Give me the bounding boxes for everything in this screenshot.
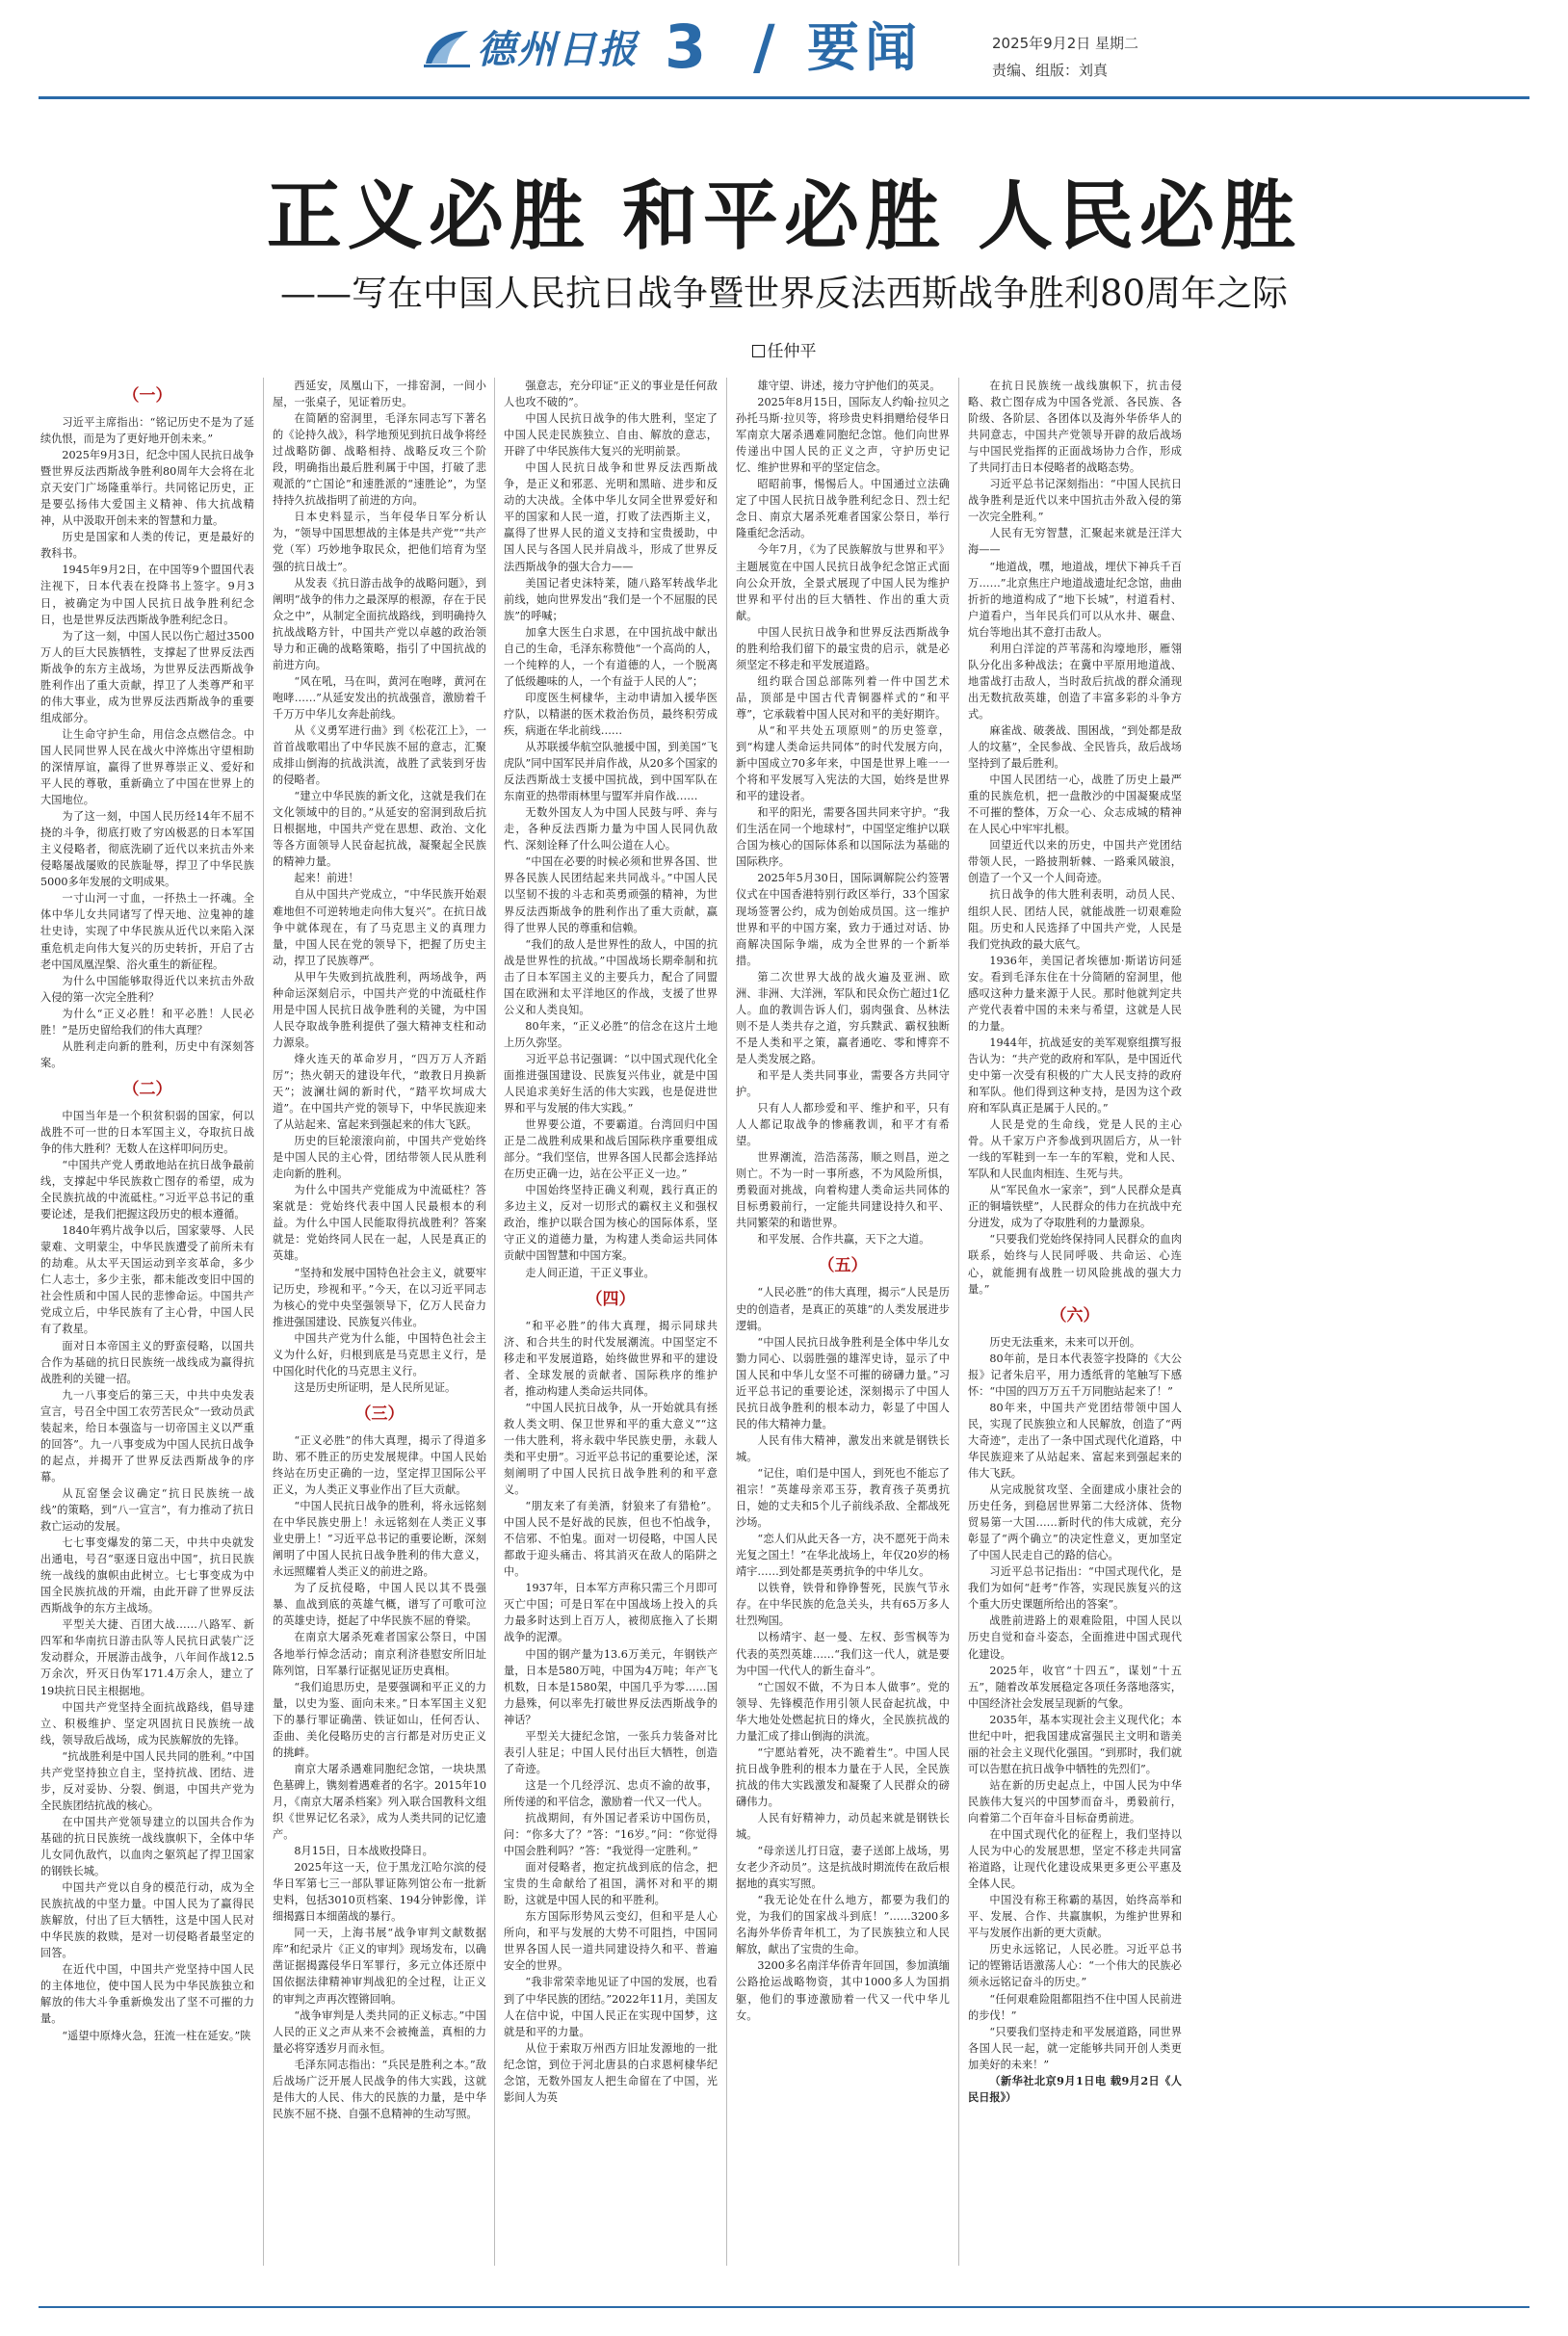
paragraph: 历史永远铭记，人民必胜。习近平总书记的铿锵话语激荡人心：“一个伟大的民族必须永远铭记奋斗的历史。” [968, 1943, 1182, 1989]
paragraph: 烽火连天的革命岁月，“四万万人齐蹈厉”；热火朝天的建设年代，“敢教日月换新天”；波澜壮阔的新时代，“踏平坎坷成大道”。在中国共产党的领导下，中华民族迎来了从站起来、富起来到强起来的伟大飞跃。 [273, 1052, 486, 1132]
column-divider [726, 378, 727, 2266]
byline [0, 337, 1568, 361]
paragraph: “记住，咱们是中国人，到死也不能忘了祖宗！”英雄母亲邓玉芬，教育孩子英勇抗日，她的丈夫和5个儿子前线杀敌、全都战死沙场。 [736, 1467, 950, 1530]
paragraph: “抗战胜利是中国人民共同的胜利。”中国共产党坚持独立自主，坚持抗战、团结、进步，反对妥协、分裂、倒退，中国共产党为全民族团结抗战的核心。 [40, 1749, 254, 1812]
paragraph: “坚持和发展中国特色社会主义，就要牢记历史，珍视和平。”今天，在以习近平同志为核心的党中央坚强领导下，亿万人民奋力推进强国建设、民族复兴伟业。 [273, 1266, 486, 1328]
masthead-rule [39, 96, 1529, 99]
paragraph: 战胜前进路上的艰难险阻，中国人民以历史自觉和奋斗姿态，全面推进中国式现代化建设。 [968, 1614, 1182, 1661]
paragraph: 强意志，充分印证“正义的事业是任何敌人也攻不破的”。 [504, 380, 718, 409]
paragraph: 抗战期间，有外国记者采访中国伤员，问：“你多大了？”答：“16岁。”问：“你觉得中国会胜利吗？”答：“我觉得一定胜利。” [504, 1811, 718, 1858]
paragraph: 2025年5月30日，国际调解院公约签署仪式在中国香港特别行政区举行，33个国家现场签署公约，成为创始成员国。这一维护世界和平的中国方案，致力于通过对话、协商解决国际争端，成为全世界的一个新举措。 [736, 872, 950, 967]
paragraph: 东方国际形势风云变幻，但和平是人心所向，和平与发展的大势不可阻挡，中国同世界各国人民一道共同建设持久和平、普遍安全的世界。 [504, 1910, 718, 1973]
paragraph: 以铁脊，铁骨和铮铮誓死，民族气节永存。在中华民族的危急关头，共有65万多人壮烈殉国。 [736, 1582, 950, 1628]
paragraph: 麻雀战、破袭战、围困战，“到处都是敌人的坟墓”，全民参战、全民皆兵，敌后战场坚持到了最后胜利。 [968, 723, 1182, 771]
paragraph: 从甲午失败到抗战胜利，两场战争，两种命运深刻启示，中国共产党的中流砥柱作用是中国人民抗日战争胜利的关键，为中国人民夺取战争胜利提供了强大精神支柱和动力源泉。 [273, 970, 486, 1049]
paragraph: 80年前，是日本代表签字投降的《大公报》记者朱启平，用力透纸背的笔触写下感怀：“中国的四万万五千万同胞站起来了！” [968, 1352, 1182, 1398]
paragraph: 西延安，凤凰山下，一排窑洞，一间小屋，一张桌子，见证着历史。 [273, 380, 486, 409]
paragraph: 毛泽东同志指出：“兵民是胜利之本。”敌后战场广泛开展人民战争的伟大实践，这就是伟大的人民、伟大的民族的力量，是中华民族不屈不挠、自强不息精神的生动写照。 [273, 2058, 486, 2120]
section-heading: （二） [122, 1079, 172, 1099]
paragraph: “战争审判是人类共同的正义标志。”中国人民的正义之声从来不会被掩盖，真相的力量必将穿透岁月而永恒。 [273, 2008, 486, 2055]
masthead [0, 0, 1568, 96]
section-heading: （三） [354, 1404, 405, 1424]
paragraph: “中国人民抗日战争的胜利，将永远铭刻在中华民族史册上！永远铭刻在人类正义事业史册上！”习近平总书记的重要论断，深刻阐明了中国人民抗日战争胜利的伟大意义，永远照耀着人类正义的前进之路。 [273, 1500, 486, 1579]
paragraph: “中国在必要的时候必须和世界各国、世界各民族人民团结起来共同战斗。”中国人民以坚韧不拔的斗志和英勇顽强的精神，为世界反法西斯战争的胜利作出了重大贡献，赢得了世界人民的尊重和信赖。 [504, 855, 718, 934]
column-divider [958, 378, 959, 2266]
paragraph: 雄守望、讲述，接力守护他们的英灵。 [757, 380, 941, 392]
paragraph: 同一天，上海书展“战争审判文献数据库”和纪录片《正义的审判》现场发布，以确凿证据揭露侵华日军罪行，多元立体还原中国依据法律精神审判战犯的全过程，让正义的审判之声再次铿锵回响。 [273, 1927, 486, 2006]
paragraph: 2025年8月15日，国际友人约翰·拉贝之孙托马斯·拉贝等，将珍贵史料捐赠给侵华日军南京大屠杀遇难同胞纪念馆。他们向世界传递出中国人民的正义之声，守护历史记忆、维护世界和平的坚定信念。 [736, 396, 950, 475]
paragraph: “中国共产党人勇敢地站在抗日战争最前线，支撑起中华民族救亡图存的希望，成为全民族抗战的中流砥柱。”习近平总书记的重要论述，是我们把握这段历史的根本遵循。 [40, 1159, 254, 1221]
paragraph: 第二次世界大战的战火遍及亚洲、欧洲、非洲、大洋洲，军队和民众伤亡超过1亿人。血的教训告诉人们，弱肉强食、丛林法则不是人类共存之道，穷兵黩武、霸权独断不是人类和平之策，赢者通吃、零和博弈不是人类发展之路。 [736, 970, 950, 1065]
article-subhead: ——写在中国人民抗日战争暨世界反法西斯战争胜利80周年之际 [279, 273, 1289, 314]
paragraph: 从位于索取万州西方旧址发源地的一批纪念馆，到位于河北唐县的白求恩柯棣华纪念馆，无数外国友人把生命留在了中国，光影间人为英 [504, 2041, 718, 2104]
paragraph: “我们的敌人是世界性的敌人，中国的抗战是世界性的抗战。”中国战场长期牵制和抗击了日本军国主义的主要兵力，配合了同盟国在欧洲和太平洋地区的作战，支援了世界公义和人类良知。 [504, 937, 718, 1016]
paragraph: （新华社北京9月1日电 载9月2日《人民日报》） [968, 2073, 1182, 2104]
paragraph: 1937年，日本军方声称只需三个月即可灭亡中国；可是日军在中国战场上投入的兵力最多时达到上百万人，被彻底拖入了长期战争的泥潭。 [504, 1582, 718, 1644]
paragraph: 在南京大屠杀死难者国家公祭日，中国各地举行悼念活动；南京利济巷慰安所旧址陈列馆，日军暴行证据见证历史真相。 [273, 1631, 486, 1677]
paragraph: “我非常荣幸地见证了中国的发展，也看到了中华民族的团结。”2022年11月，美国友人在信中说，中国人民正在实现中国梦，这就是和平的力量。 [504, 1976, 718, 2038]
paragraph: “人民必胜”的伟大真理，揭示“人民是历史的创造者，是真正的英雄”的人类发展进步逻辑。 [736, 1286, 950, 1332]
dezhou-daily-logo-icon [422, 27, 472, 69]
paragraph: 中国共产党为什么能，中国特色社会主义为什么好，归根到底是马克思主义行，是中国化时代化的马克思主义行。 [273, 1331, 486, 1378]
paragraph: 七七事变爆发的第二天，中共中央就发出通电，号召“驱逐日寇出中国”，抗日民族统一战线的旗帜由此树立。七七事变成为中国全民族抗战的开端，由此开辟了世界反法西斯战争的东方主战场。 [40, 1536, 254, 1615]
paragraph: 为什么中国共产党能成为中流砥柱？答案就是：党始终代表中国人民最根本的利益。为什么中国人民能取得抗战胜利？答案就是：党始终同人民在一起，人民是真正的英雄。 [273, 1184, 486, 1263]
paragraph: 面对侵略者，抱定抗战到底的信念，把宝贵的生命献给了祖国，满怀对和平的期盼，这就是中国人民的和平胜利。 [504, 1861, 718, 1907]
paragraph: 为了反抗侵略，中国人民以其不畏强暴、血战到底的英雄气概，谱写了可歌可泣的英雄史诗，挺起了中华民族不屈的脊梁。 [273, 1582, 486, 1628]
article-headline: 正义必胜 和平必胜 人民必胜 [266, 173, 1302, 260]
paragraph: 从苏联援华航空队驰援中国，到美国“飞虎队”同中国军民并肩作战，从20多个国家的反法西斯战士支援中国抗战，到中国军队在东南亚的热带雨林里与盟军并肩作战…… [504, 741, 718, 803]
paragraph: 习近平总书记指出：“中国式现代化，是我们为如何“赶考”作答，实现民族复兴的这个重大历史课题所给出的答案”。 [968, 1565, 1182, 1612]
paragraph: 为什么中国能够取得近代以来抗击外敌入侵的第一次完全胜利？ [40, 974, 254, 1004]
paragraph: 只有人人都珍爱和平、维护和平，只有人人都记取战争的惨痛教训，和平才有希望。 [736, 1102, 950, 1148]
paragraph: 抗日战争的伟大胜利表明，动员人民、组织人民、团结人民，就能战胜一切艰难险阻。历史和人民选择了中国共产党，人民是我们党执政的最大底气。 [968, 888, 1182, 951]
paragraph: 中国人民团结一心，战胜了历史上最严重的民族危机，把一盘散沙的中国凝聚成坚不可摧的整体，万众一心、众志成城的精神在人民心中牢牢扎根。 [968, 774, 1182, 836]
paragraph: 中国始终坚持正确义利观，践行真正的多边主义，反对一切形式的霸权主义和强权政治，维护以联合国为核心的国际体系，坚守正义的道德力量，为构建人类命运共同体贡献中国智慧和中国方案。 [504, 1184, 718, 1263]
paragraph: 无数外国友人为中国人民鼓与呼、奔与走，各种反法西斯力量为中国人民同仇敌忾、深刻诠释了什么叫公道在人心。 [504, 806, 718, 853]
paragraph: 中国没有称王称霸的基因，始终高举和平、发展、合作、共赢旗帜，为维护世界和平与发展作出新的更大贡献。 [968, 1894, 1182, 1940]
section-name: 要闻 [807, 17, 923, 78]
paragraph: 起来！前进！ [294, 872, 359, 885]
paragraph: 2025年这一天，位于黑龙江哈尔滨的侵华日军第七三一部队罪证陈列馆公布一批新史料，包括3010页档案、194分钟影像，详细揭露日本细菌战的暴行。 [273, 1861, 486, 1924]
article-column-1 [40, 378, 254, 2044]
paragraph: 南京大屠杀遇难同胞纪念馆，一块块黑色墓碑上，镌刻着遇难者的名字。2015年10月，《南京大屠杀档案》列入联合国教科文组织《世界记忆名录》，成为人类共同的记忆遗产。 [273, 1762, 486, 1842]
paragraph: 这是历史所证明，是人民所见证。 [294, 1380, 457, 1394]
column-divider [263, 378, 264, 2266]
paragraph: “亡国奴不做，不为日本人做事”。党的领导、先锋模范作用引领人民奋起抗战，中华大地处处燃起抗日的烽火，全民族抗战的力量汇成了排山倒海的洪流。 [736, 1680, 950, 1743]
paragraph: 8月15日，日本战败投降日。 [294, 1845, 433, 1858]
paragraph: 日本史料显示，当年侵华日军分析认为，“领导中国思想战的主体是共产党”“共产党（军）巧妙地争取民众，把他们培育为坚强的抗日战士”。 [273, 511, 486, 573]
paragraph: “中国人民抗日战争胜利是全体中华儿女勠力同心、以弱胜强的雄浑史诗，显示了中国人民和中华儿女坚不可摧的磅礴力量。”习近平总书记的重要论述，深刻揭示了中国人民抗日战争胜利的根本动力，彰显了中国人民的伟大精神力量。 [736, 1335, 950, 1430]
paragraph: 今年7月，《为了民族解放与世界和平》主题展览在中国人民抗日战争纪念馆正式面向公众开放，全景式展现了中国人民为维护世界和平付出的巨大牺牲、作出的重大贡献。 [736, 543, 950, 622]
paragraph: 1945年9月2日，在中国等9个盟国代表注视下，日本代表在投降书上签字。9月3日，被确定为中国人民抗日战争胜利纪念日，也是世界反法西斯战争胜利纪念日。 [40, 564, 254, 626]
section-heading: （一） [122, 386, 172, 406]
article-column-3 [504, 378, 718, 2106]
paragraph: 面对日本帝国主义的野蛮侵略，以国共合作为基础的抗日民族统一战线成为赢得抗战胜利的关键一招。 [40, 1339, 254, 1385]
paragraph: 为什么“正义必胜！和平必胜！人民必胜！”是历史留给我们的伟大真理？ [40, 1007, 254, 1037]
paragraph: “和平必胜”的伟大真理，揭示同球共济、和合共生的时代发展潮流。中国坚定不移走和平发展道路，始终做世界和平的建设者、全球发展的贡献者、国际秩序的维护者，推动构建人类命运共同体。 [504, 1319, 718, 1398]
paragraph: 习近平主席指出：“铭记历史不是为了延续仇恨，而是为了更好地开创未来。” [40, 416, 254, 446]
section-heading: （五） [818, 1256, 868, 1276]
paragraph: 从“和平共处五项原则”的历史签章，到“构建人类命运共同体”的时代发展方向，新中国成立70多年来，中国是世界上唯一一个将和平发展写入宪法的大国，始终是世界和平的建设者。 [736, 723, 950, 803]
article-column-2 [273, 378, 486, 2122]
issue-date: 2025年9月2日 星期二 [992, 35, 1139, 52]
paragraph: 习近平总书记强调：“以中国式现代化全面推进强国建设、民族复兴伟业，就是中国人民追求美好生活的伟大实践，也是促进世界和平与发展的伟大实践。” [504, 1052, 718, 1116]
paragraph: “母亲送儿打日寇，妻子送郎上战场，男女老少齐动员”。这是抗战时期流传在敌后根据地的真实写照。 [736, 1845, 950, 1891]
paragraph: 在近代中国，中国共产党坚持中国人民的主体地位，使中国人民为中华民族独立和解放的伟大斗争重新焕发出了坚不可摧的力量。 [40, 1963, 254, 2026]
paragraph: 平型关大捷、百团大战……八路军、新四军和华南抗日游击队等人民抗日武装广泛发动群众，开展游击战争，八年间作战12.5万余次，歼灭日伪军171.4万余人，建立了19块抗日民主根据地。 [40, 1618, 254, 1697]
paragraph: 平型关大捷纪念馆，一张兵力装备对比表引人驻足；中国人民付出巨大牺牲，创造了奇迹。 [504, 1729, 718, 1775]
paragraph: 人民有伟大精神，激发出来就是钢铁长城。 [736, 1433, 950, 1463]
paragraph: 为了这一刻，中国人民以伤亡超过3500万人的巨大民族牺牲，支撑起了世界反法西斯战争的东方主战场，为世界反法西斯战争胜利作出了重大贡献，捍卫了人类尊严和平的伟大事业，成为世界反法西斯战争的重要组成部分。 [40, 629, 254, 724]
paragraph: “朋友来了有美酒，豺狼来了有猎枪”。中国人民不是好战的民族，但也不怕战争，不信邪、不怕鬼。面对一切侵略，中国人民都敢于迎头痛击、将其消灭在敌人的陷阱之中。 [504, 1500, 718, 1579]
paragraph: 美国记者史沫特莱，随八路军转战华北前线，她向世界发出“我们是一个不屈服的民族”的呼喊； [504, 576, 718, 622]
paragraph: 2025年，收官“十四五”，谋划“十五五”，随着改革发展稳定各项任务落地落实，中国经济社会发展呈现新的气象。 [968, 1664, 1182, 1710]
paragraph: 世界要公道，不要霸道。台湾回归中国正是二战胜利成果和战后国际秩序重要组成部分。“我们坚信，世界各国人民都会选择站在历史正确一边，站在公平正义一边。” [504, 1118, 718, 1181]
paragraph: 在简陋的窑洞里，毛泽东同志写下著名的《论持久战》，科学地预见到抗日战争将经过战略防御、战略相持、战略反攻三个阶段，明确指出最后胜利属于中国，打破了悲观派的“亡国论”和速胜派的“速胜论”，为坚持持久抗战指明了前进的方向。 [273, 412, 486, 508]
paragraph: 和平是人类共同事业，需要各方共同守护。 [736, 1068, 950, 1099]
paragraph: 从胜利走向新的胜利，历史中有深刻答案。 [40, 1039, 254, 1069]
paragraph: 人民有好精神力，动员起来就是钢铁长城。 [736, 1811, 950, 1842]
paragraph: “风在吼，马在叫，黄河在咆哮，黄河在咆哮……”从延安发出的抗战强音，激励着千千万万中华儿女奔赴前线。 [273, 674, 486, 721]
paragraph: 从完成脱贫攻坚、全面建成小康社会的历史任务，到稳居世界第二大经济体、货物贸易第一大国……新时代的伟大成就，充分彰显了“两个确立”的决定性意义，更加坚定了中国人民走自己的路的信心。 [968, 1483, 1182, 1562]
page-slash: / [753, 12, 775, 82]
paragraph: 印度医生柯棣华，主动申请加入援华医疗队，以精湛的医术救治伤员，最终积劳成疾，病逝在华北前线…… [504, 691, 718, 737]
paragraph: “我们追思历史，是要强调和平正义的力量，以史为鉴、面向未来。”日本军国主义犯下的暴行罪证确凿、铁证如山，任何否认、歪曲、美化侵略历史的言行都是对历史正义的挑衅。 [273, 1680, 486, 1759]
paragraph: 中国人民抗日战争和世界反法西斯战争，是正义和邪恶、光明和黑暗、进步和反动的大决战。全体中华儿女同全世界爱好和平的国家和人民一道，打败了法西斯主义，赢得了世界人民的道义支持和宝贵援助，中国人民与各国人民并肩战斗，形成了世界反法西斯战争的强大合力—— [504, 461, 718, 573]
paragraph: “宁愿站着死，决不跪着生”。中国人民抗日战争胜利的根本力量在于人民，全民族抗战的伟大实践激发和凝聚了人民群众的磅礴伟力。 [736, 1745, 950, 1808]
paragraph: 昭昭前事，惕惕后人。中国通过立法确定了中国人民抗日战争胜利纪念日、烈士纪念日、南京大屠杀死难者国家公祭日，举行隆重纪念活动。 [736, 478, 950, 540]
paragraph: “中国人民抗日战争，从一开始就具有拯救人类文明、保卫世界和平的重大意义”“这一伟大胜利，将永载中华民族史册，永载人类和平史册”。习近平总书记的重要论述，深刻阐明了中国人民抗日战争胜利的和平意义。 [504, 1401, 718, 1497]
paragraph: 中国共产党以自身的模范行动，成为全民族抗战的中坚力量。中国人民为了赢得民族解放，付出了巨大牺牲，这是中国人民对中华民族的救赎，是对一切侵略者最坚定的回答。 [40, 1881, 254, 1960]
paragraph: 中国当年是一个积贫积弱的国家，何以战胜不可一世的日本军国主义，夺取抗日战争的伟大胜利？无数人在这样叩问历史。 [40, 1109, 254, 1155]
paragraph: 1936年，美国记者埃德加·斯诺访问延安。看到毛泽东住在十分简陋的窑洞里，他感叹这种力量来源于人民。那时他就判定共产党代表着中国的未来与希望，这就是人民的力量。 [968, 954, 1182, 1033]
paragraph: 在中国式现代化的征程上，我们坚持以人民为中心的发展思想，坚定不移走共同富裕道路，让现代化建设成果更多更公平惠及全体人民。 [968, 1828, 1182, 1891]
paragraph: 从“军民鱼水一家亲”，到“人民群众是真正的铜墙铁壁”，人民群众的伟力在抗战中充分迸发，成为了夺取胜利的力量源泉。 [968, 1184, 1182, 1230]
paragraph: 1840年鸦片战争以后，国家蒙辱、人民蒙难、文明蒙尘，中华民族遭受了前所未有的劫难。从太平天国运动到辛亥革命，多少仁人志士，多少主张，都未能改变旧中国的社会性质和中国人民的悲惨命运。中国共产党成立后，中华民族有了主心骨，中国人民有了救星。 [40, 1224, 254, 1336]
paper-name: 德州日报 [477, 28, 639, 72]
byline-author: 任仲平 [767, 342, 817, 361]
paragraph: 中国人民抗日战争和世界反法西斯战争的胜利给我们留下的最宝贵的启示，就是必须坚定不移走和平发展道路。 [736, 625, 950, 671]
paragraph: 利用白洋淀的芦苇荡和沟壕地形，雁翎队分化出多种战法；在冀中平原用地道战、地雷战打击敌人，当时敌后抗战的群众涌现出无数抗敌英雄，创造了丰富多彩的斗争方式。 [968, 642, 1182, 721]
paragraph: “地道战，嘿，地道战，埋伏下神兵千百万……”北京焦庄户地道战遗址纪念馆，曲曲折折的地道构成了“地下长城”，村道看村、户道看户，当年民兵们可以从水井、碾盘、炕台等地出其不意打击敌人。 [968, 560, 1182, 639]
paragraph: 这是一个几经浮沉、忠贞不渝的故事，所传递的和平信念，激励着一代又一代人。 [504, 1778, 718, 1808]
article-column-4 [736, 378, 950, 2024]
section-heading: （四） [586, 1289, 636, 1309]
paragraph: 为了这一刻，中国人民历经14年不屈不挠的斗争，彻底打败了穷凶极恶的日本军国主义侵略者，彻底洗刷了近代以来抗击外来侵略屡战屡败的民族耻辱，捍卫了中华民族5000多年发展的文明成果。 [40, 810, 254, 889]
paragraph: 1944年，抗战延安的美军观察组撰写报告认为：“共产党的政府和军队，是中国近代史中第一次受有积极的广大人民支持的政府和军队。他们得到这种支持，是因为这个政府和军队真正是属于人民的。” [968, 1036, 1182, 1116]
paragraph: 从《义勇军进行曲》到《松花江上》，一首首战歌唱出了中华民族不屈的意志，汇聚成排山倒海的抗战洪流，战胜了武装到牙齿的侵略者。 [273, 723, 486, 787]
section-heading: （六） [1050, 1305, 1100, 1325]
paragraph: 让生命守护生命，用信念点燃信念。中国人民同世界人民在战火中淬炼出守望相助的深情厚谊，赢得了世界尊崇正义、爱好和平人民的尊敬，重新确立了中国在世界上的大国地位。 [40, 727, 254, 807]
paragraph: “任何艰难险阻都阻挡不住中国人民前进的步伐！” [968, 1992, 1182, 2022]
paragraph: 回望近代以来的历史，中国共产党团结带领人民，一路披荆斩棘、一路乘风破浪，创造了一个又一个人间奇迹。 [968, 839, 1182, 885]
paragraph: 中国共产党坚持全面抗战路线，倡导建立、积极维护、坚定巩固抗日民族统一战线，领导敌后战场，成为民族解放的先锋。 [40, 1700, 254, 1746]
paragraph: 历史的巨轮滚滚向前，中国共产党始终是中国人民的主心骨，团结带领人民从胜利走向新的胜利。 [273, 1135, 486, 1181]
paragraph: 2035年，基本实现社会主义现代化；本世纪中叶，把我国建成富强民主文明和谐美丽的社会主义现代化强国。“到那时，我们就可以告慰在抗日战争中牺牲的先烈们”。 [968, 1713, 1182, 1775]
paragraph: 一寸山河一寸血，一抔热土一抔魂。全体中华儿女共同诸写了悍天地、泣鬼神的雄壮史诗，实现了中华民族从近代以来陷入深重危机走向伟大复兴的历史转折，开启了古老中国凤凰涅槃、浴火重生的新征程。 [40, 892, 254, 971]
paragraph: 80年来，“正义必胜”的信念在这片土地上历久弥坚。 [504, 1019, 718, 1049]
paragraph: 和平的阳光，需要各国共同来守护。“我们生活在同一个地球村”，中国坚定维护以联合国为核心的国际体系和以国际法为基础的国际秩序。 [736, 806, 950, 869]
page-number: 3 [665, 12, 707, 82]
paragraph: 自从中国共产党成立，“中华民族开始艰难地但不可逆转地走向伟大复兴”。在抗日战争中就体现在，有了马克思主义的真理力量，中国人民在党的领导下，把握了历史主动，捍卫了民族尊严。 [273, 888, 486, 967]
paragraph: “遥望中原烽火急，狂流一柱在延安。”陕 [62, 2029, 251, 2042]
paragraph: 从瓦窑堡会议确定“抗日民族统一战线”的策略，到“八一宣言”，有力推动了抗日救亡运动的发展。 [40, 1486, 254, 1534]
paragraph: 人民是党的生命线，党是人民的主心骨。从千家万户齐参战到巩固后方，从一针一线的军鞋到一车一车的军粮，党和人民、军队和人民血肉相连、生死与共。 [968, 1118, 1182, 1181]
editor-credit: 责编、组版：刘真 [992, 62, 1109, 79]
paragraph: 在抗日民族统一战线旗帜下，抗击侵略、救亡图存成为中国各党派、各民族、各阶级、各阶层、各团体以及海外华侨华人的共同意志，中国共产党领导开辟的敌后战场与中国民党指挥的正面战场协力合作，形成了共同打击日本侵略者的战略态势。 [968, 380, 1182, 475]
paragraph: “恋人们从此天各一方，决不愿死于尚未光复之国土！”在华北战场上，年仅20岁的杨靖宇……到处都是英勇抗争的中华儿女。 [736, 1533, 950, 1579]
paragraph: “建立中华民族的新文化，这就是我们在文化领域中的目的。”从延安的窑洞到敌后抗日根据地，中国共产党在思想、政治、文化等各方面领导人民奋起抗战，凝聚起全民族的精神力量。 [273, 790, 486, 869]
paragraph: 纽约联合国总部陈列着一件中国艺术品，顶部是中国古代青铜器样式的“和平尊”，它承载着中国人民对和平的美好期许。 [736, 674, 950, 721]
paragraph: 中国人民抗日战争的伟大胜利，坚定了中国人民走民族独立、自由、解放的意志，开辟了中华民族伟大复兴的光明前景。 [504, 412, 718, 459]
paragraph: 走人间正道，干正义事业。 [525, 1266, 655, 1279]
paragraph: 加拿大医生白求恩，在中国抗战中献出自己的生命，毛泽东称赞他“一个高尚的人，一个纯粹的人，一个有道德的人，一个脱离了低级趣味的人，一个有益于人民的人”； [504, 625, 718, 688]
paragraph: 历史无法重来，未来可以开创。 [989, 1335, 1141, 1349]
paragraph: 在中国共产党领导建立的以国共合作为基础的抗日民族统一战线旗帜下，全体中华儿女同仇敌忾，以血肉之躯筑起了捍卫国家的钢铁长城。 [40, 1815, 254, 1878]
paragraph: 从发表《抗日游击战争的战略问题》，到阐明“战争的伟力之最深厚的根源，存在于民众之中”，从制定全面抗战路线，到明确持久抗战战略方针，中国共产党以卓越的政治领导力和正确的战略策略，指引了中国抗战的前进方向。 [273, 576, 486, 671]
paragraph: 站在新的历史起点上，中国人民为中华民族伟大复兴的中国梦而奋斗，勇毅前行，向着第二个百年奋斗目标奋勇前进。 [968, 1778, 1182, 1824]
paragraph: 中国的钢产量为13.6万美元，年钢铁产量，日本是580万吨，中国为4万吨；年产飞机数，日本是1580架，中国几乎为零……国力悬殊，何以率先打破世界反法西斯战争的神话？ [504, 1647, 718, 1726]
paragraph: 世界潮流，浩浩荡荡，顺之则昌，逆之则亡。不为一时一事所惑，不为风险所惧，勇毅面对挑战，向着构建人类命运共同体的目标勇毅前行，一定能共同建设持久和平、共同繁荣的和谐世界。 [736, 1151, 950, 1230]
article-column-5 [968, 378, 1182, 2106]
paragraph: 人民有无穷智慧，汇聚起来就是汪洋大海—— [968, 527, 1182, 557]
paragraph: 80年来，中国共产党团结带领中国人民，实现了民族独立和人民解放，创造了“两大奇迹”，走出了一条中国式现代化道路，中华民族迎来了从站起来、富起来到强起来的伟大飞跃。 [968, 1401, 1182, 1480]
column-divider [494, 378, 495, 2266]
paragraph: 以杨靖宇、赵一曼、左权、彭雪枫等为代表的英烈英雄……“我们这一代人，就是要为中国一代代人的新生奋斗”。 [736, 1631, 950, 1677]
paragraph: “只要我们坚持走和平发展道路，同世界各国人民一起，就一定能够共同开创人类更加美好的未来！” [968, 2025, 1182, 2071]
paragraph: “只要我们党始终保持同人民群众的血肉联系，始终与人民同呼吸、共命运、心连心，就能拥有战胜一切风险挑战的强大力量。” [968, 1233, 1182, 1296]
paragraph: 九一八事变后的第三天，中共中央发表宣言，号召全中国工农劳苦民众“一致动员武装起来，给日本强盗与一切帝国主义以严重的回答”。九一八事变成为中国人民抗日战争的起点，并揭开了世界反法西斯战争的序幕。 [40, 1388, 254, 1483]
paragraph: 和平发展、合作共赢，天下之大道。 [757, 1233, 930, 1247]
paragraph: 3200多名南洋华侨青年回国，参加滇缅公路抢运战略物资，其中1000多人为国捐躯，他们的事迹激励着一代又一代中华儿女。 [736, 1959, 950, 2022]
footer-rule [39, 2306, 1529, 2308]
paragraph: 习近平总书记深刻指出：“中国人民抗日战争胜利是近代以来中国抗击外敌入侵的第一次完全胜利。” [968, 478, 1182, 524]
paragraph: “我无论处在什么地方，都要为我们的党，为我们的国家战斗到底！”……3200多名海外华侨青年机工，为了民族独立和人民解放，献出了宝贵的生命。 [736, 1894, 950, 1956]
paragraph: 2025年9月3日，纪念中国人民抗日战争暨世界反法西斯战争胜利80周年大会将在北京天安门广场隆重举行。共同铭记历史，正是要弘扬伟大爱国主义精神、伟大抗战精神，从中汲取开创未来的智慧和力量。 [40, 449, 254, 528]
paragraph: “正义必胜”的伟大真理，揭示了得道多助、邪不胜正的历史发展规律。中国人民始终站在历史正确的一边，坚定捍卫国际公平正义，为人类正义事业作出了巨大贡献。 [273, 1433, 486, 1497]
byline-box-icon [752, 345, 765, 357]
paragraph: 历史是国家和人类的传记，更是最好的教科书。 [40, 531, 254, 561]
